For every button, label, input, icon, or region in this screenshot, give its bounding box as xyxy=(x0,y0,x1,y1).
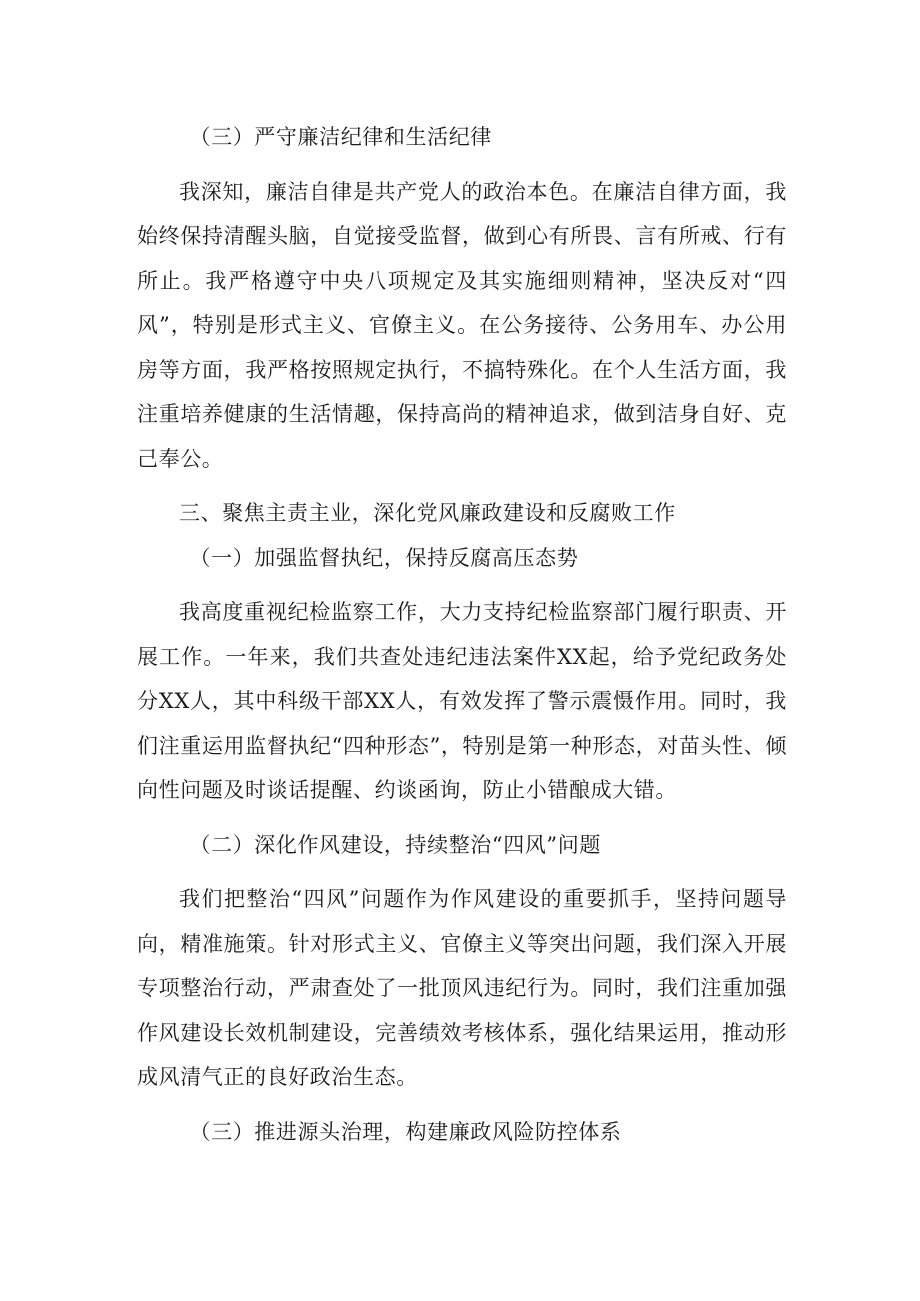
paragraph-supervision: 我高度重视纪检监察工作，大力支持纪检监察部门履行职责、开展工作。一年来，我们共查处违纪违法案件XX起，给予党纪政务处分XX人，其中科级干部XX人，有效发挥了警示震慑作用。同时，我们注重运用监督执纪“四种形态”，特别是第一种形态，对苗头性、倾向性问题及时谈话提醒、约谈函询，防止小错酿成大错。 xyxy=(137,600,787,802)
subheading-3-source-governance: （三）推进源头治理，构建廉政风险防控体系 xyxy=(189,1119,622,1144)
document-body xyxy=(137,115,787,1154)
paragraph-work-style: 我们把整治“四风”问题作为作风建设的重要抓手，坚持问题导向，精准施策。针对形式主义、官僚主义等突出问题，我们深入开展专项整治行动，严肃查处了一批顶风违纪行为。同时，我们注重加强作风建设长效机制建设，完善绩效考核体系，强化结果运用，推动形成风清气正的良好政治生态。 xyxy=(137,887,787,1089)
paragraph-integrity: 我深知，廉洁自律是共产党人的政治本色。在廉洁自律方面，我始终保持清醒头脑，自觉接受监督，做到心有所畏、言有所戒、行有所止。我严格遵守中央八项规定及其实施细则精神，坚决反对“四风”，特别是形式主义、官僚主义。在公务接待、公务用车、办公用房等方面，我严格按照规定执行，不搞特殊化。在个人生活方面，我注重培养健康的生活情趣，保持高尚的精神追求，做到洁身自好、克己奉公。 xyxy=(137,179,787,471)
subheading-3-discipline: （三）严守廉洁纪律和生活纪律 xyxy=(189,125,492,149)
subheading-2-work-style: （二）深化作风建设，持续整治“四风”问题 xyxy=(189,832,601,857)
subheading-1-supervision: （一）加强监督执纪，保持反腐高压态势 xyxy=(189,545,579,570)
section-heading-3: 三、聚焦主责主业，深化党风廉政建设和反腐败工作 xyxy=(179,501,676,525)
